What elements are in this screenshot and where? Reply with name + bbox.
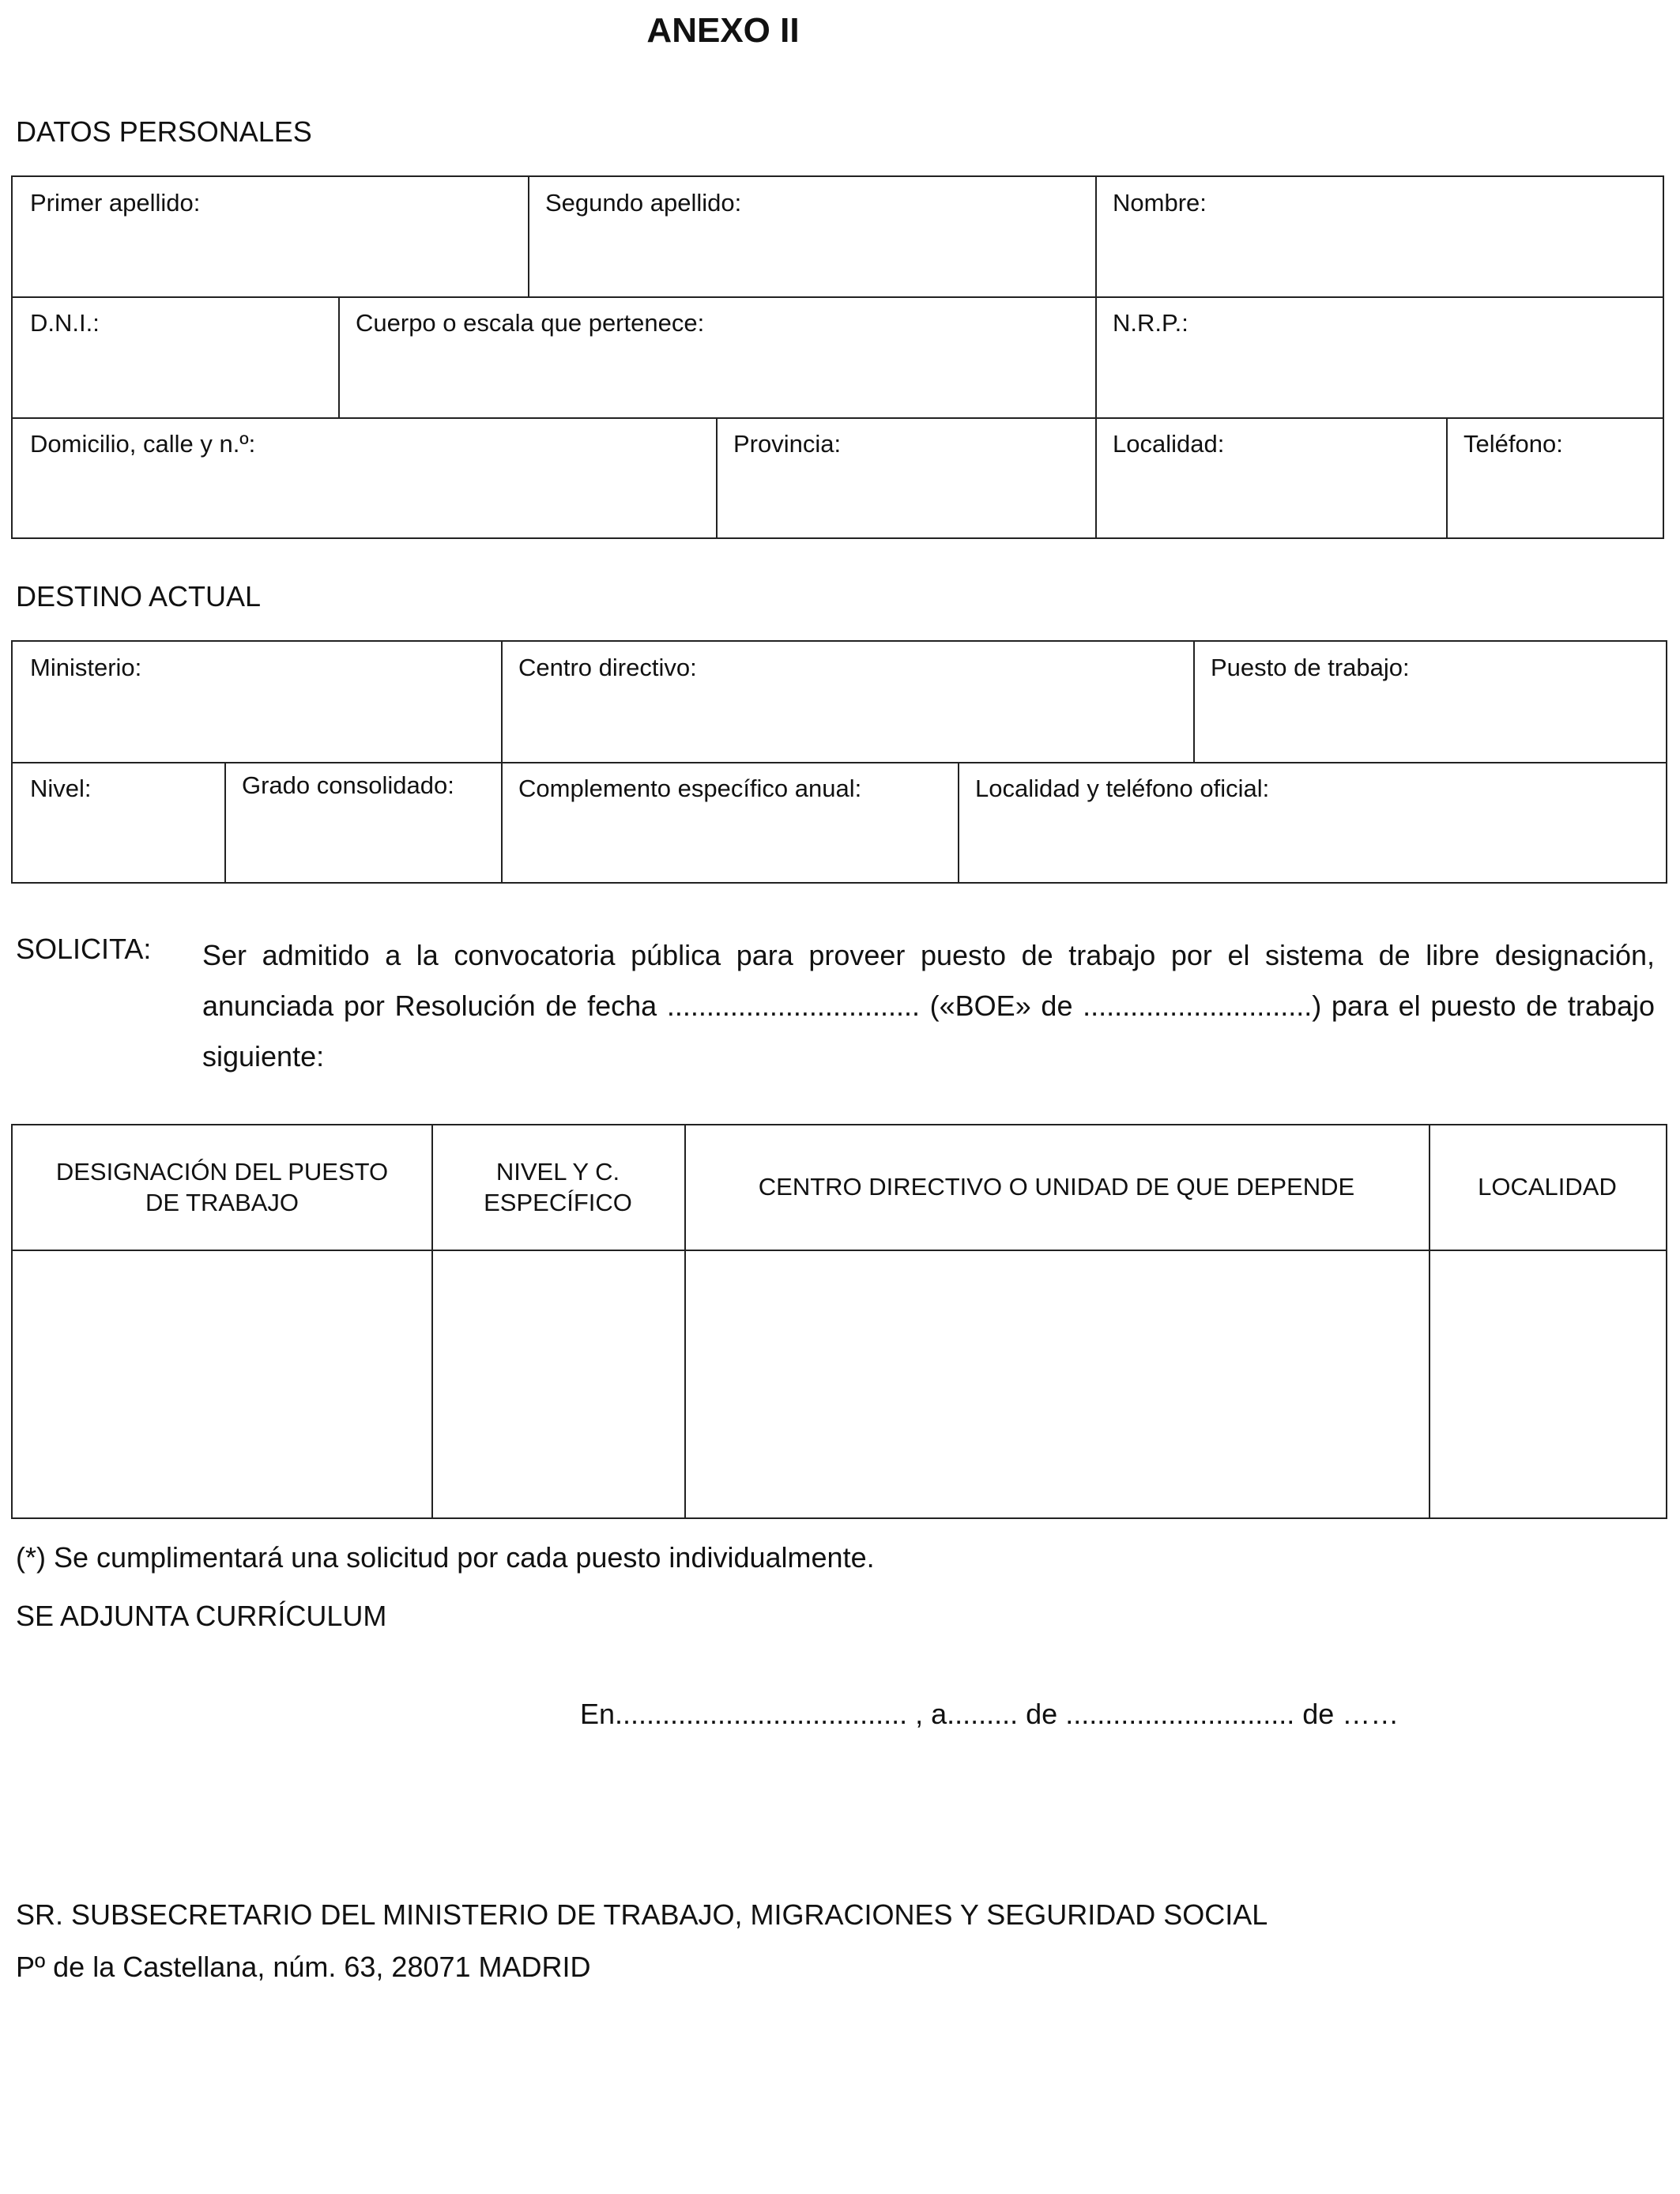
section-heading-destino-actual: DESTINO ACTUAL <box>16 580 262 613</box>
cuerpo-escala-label: Cuerpo o escala que pertenece: <box>356 309 705 337</box>
nombre-field[interactable] <box>1095 177 1663 296</box>
address-text: Pº de la Castellana, núm. 63, 28071 MADRID <box>16 1951 591 1983</box>
puesto-trabajo-label: Puesto de trabajo: <box>1211 654 1410 681</box>
centro-directivo-input-cell[interactable] <box>686 1251 1429 1517</box>
header-centro-directivo: CENTRO DIRECTIVO O UNIDAD DE QUE DEPENDE <box>758 1173 1355 1201</box>
centro-directivo-field[interactable] <box>501 642 1193 762</box>
complemento-especifico-field[interactable] <box>501 763 958 882</box>
dni-field[interactable] <box>13 297 338 417</box>
telefono-field[interactable] <box>1446 418 1663 538</box>
date-line: En..................................... , a......... de ............................. de …… <box>580 1698 1399 1730</box>
nivel-especifico-input-cell[interactable] <box>433 1251 684 1517</box>
section-heading-datos-personales: DATOS PERSONALES <box>16 115 312 148</box>
header-nivel-especifico: NIVEL Y C. ESPECÍFICO <box>484 1157 632 1216</box>
grado-consolidado-label: Grado consolidado: <box>242 771 454 799</box>
page-title: ANEXO II <box>646 11 800 50</box>
telefono-label: Teléfono: <box>1463 430 1563 458</box>
datos-personales-table <box>11 175 1664 539</box>
nivel-label: Nivel: <box>30 775 92 802</box>
provincia-field[interactable] <box>716 418 1095 538</box>
primer-apellido-field[interactable] <box>13 177 528 296</box>
cuerpo-escala-field[interactable] <box>338 297 1095 417</box>
solicita-label: SOLICITA: <box>16 933 152 965</box>
domicilio-label: Domicilio, calle y n.º: <box>30 430 256 458</box>
designacion-input-cell[interactable] <box>13 1251 431 1517</box>
localidad-field[interactable] <box>1095 418 1446 538</box>
ministerio-label: Ministerio: <box>30 654 142 681</box>
note-text: (*) Se cumplimentará una solicitud por cada puesto individualmente. <box>16 1541 875 1574</box>
nrp-field[interactable] <box>1095 297 1663 417</box>
addressee-text: SR. SUBSECRETARIO DEL MINISTERIO DE TRABAJO, MIGRACIONES Y SEGURIDAD SOCIAL <box>16 1898 1268 1931</box>
dni-label: D.N.I.: <box>30 309 100 337</box>
nrp-label: N.R.P.: <box>1113 309 1188 337</box>
adjunta-curriculum-text: SE ADJUNTA CURRÍCULUM <box>16 1600 387 1632</box>
solicita-text: Ser admitido a la convocatoria pública para proveer puesto de trabajo por el sistema de libre designación, anunciada por Resolución de fecha ................................ («BOE» de .............................) para el puesto de trabajo siguiente: <box>202 939 1655 1072</box>
ministerio-field[interactable] <box>13 642 501 762</box>
grado-consolidado-field[interactable] <box>224 763 501 882</box>
puesto-table <box>11 1124 1667 1519</box>
localidad-telefono-oficial-field[interactable] <box>958 763 1666 882</box>
destino-actual-table <box>11 640 1667 884</box>
nivel-field[interactable] <box>13 763 224 882</box>
nombre-label: Nombre: <box>1113 189 1207 217</box>
localidad-input-cell[interactable] <box>1430 1251 1666 1517</box>
segundo-apellido-label: Segundo apellido: <box>545 189 742 217</box>
centro-directivo-label: Centro directivo: <box>518 654 697 681</box>
header-localidad: LOCALIDAD <box>1478 1173 1617 1201</box>
provincia-label: Provincia: <box>733 430 842 458</box>
domicilio-field[interactable] <box>13 418 716 538</box>
complemento-especifico-label: Complemento específico anual: <box>518 775 862 802</box>
segundo-apellido-field[interactable] <box>528 177 1095 296</box>
localidad-telefono-oficial-label: Localidad y teléfono oficial: <box>975 775 1270 802</box>
header-designacion: DESIGNACIÓN DEL PUESTO DE TRABAJO <box>55 1157 389 1216</box>
primer-apellido-label: Primer apellido: <box>30 189 201 217</box>
puesto-trabajo-field[interactable] <box>1193 642 1666 762</box>
localidad-label: Localidad: <box>1113 430 1225 458</box>
